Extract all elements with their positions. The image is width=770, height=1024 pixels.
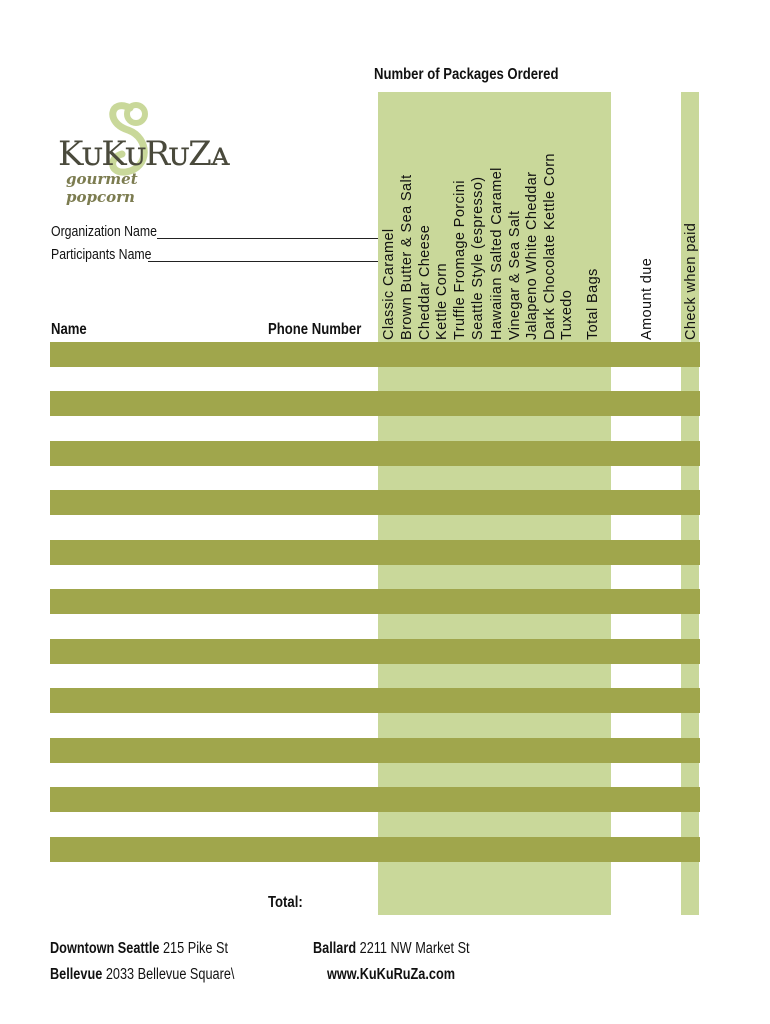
total-label: Total: [268, 894, 303, 911]
column-label: Cheddar Cheese [417, 224, 433, 340]
table-row[interactable] [50, 441, 700, 466]
downtown-store-address: 215 Pike St [162, 940, 229, 957]
participants-name-field[interactable] [148, 261, 379, 262]
kukuruza-logo [52, 98, 229, 206]
table-row[interactable] [50, 490, 700, 515]
footer-ballard [313, 940, 470, 958]
column-label: Brown Butter & Sea Salt [399, 174, 415, 340]
organization-name-line [51, 223, 157, 240]
column-label: Seattle Style (espresso) [470, 176, 486, 340]
column-label: Classic Caramel [381, 228, 397, 340]
table-row[interactable] [50, 688, 700, 713]
table-row[interactable] [50, 540, 700, 565]
footer-bellevue [50, 966, 234, 984]
ballard-store-name: Ballard [313, 940, 357, 957]
downtown-store-name: Downtown Seattle [50, 940, 160, 957]
organization-name-label: Organization Name [51, 223, 157, 240]
phone-column-header: Phone Number [268, 321, 362, 338]
column-label: Kettle Corn [434, 263, 450, 340]
table-row[interactable] [50, 639, 700, 664]
table-row[interactable] [50, 738, 700, 763]
column-label: Hawaiian Salted Caramel [489, 167, 505, 340]
table-row[interactable] [50, 589, 700, 614]
column-label: Amount due [639, 257, 655, 340]
participants-name-line [51, 246, 152, 263]
packages-ordered-title: Number of Packages Ordered [374, 66, 559, 83]
ballard-store-address: 2211 NW Market St [359, 940, 470, 957]
website-link[interactable]: www.KuKuRuZa.com [327, 966, 456, 983]
column-label: Tuxedo [559, 289, 575, 340]
column-label: Dark Chocolate Kettle Corn [542, 153, 558, 340]
footer-downtown [50, 940, 228, 958]
column-label: Jalapeno White Cheddar [524, 171, 540, 340]
logo-wordmark: KᴜKᴜRᴜZᴀ [58, 134, 229, 174]
table-row[interactable] [50, 787, 700, 812]
column-label: Truffle Fromage Porcini [452, 180, 468, 340]
logo-tagline: gourmet popcorn [66, 170, 138, 206]
participants-name-label: Participants Name [51, 246, 152, 263]
bellevue-store-address: 2033 Bellevue Square\ [105, 966, 235, 983]
organization-name-field[interactable] [157, 238, 379, 239]
table-row[interactable] [50, 837, 700, 862]
column-label: Total Bags [585, 268, 601, 340]
column-label: Vinegar & Sea Salt [507, 210, 523, 340]
bellevue-store-name: Bellevue [50, 966, 103, 983]
name-column-header: Name [51, 321, 87, 338]
table-row[interactable] [50, 391, 700, 416]
column-label: Check when paid [683, 222, 699, 340]
table-row[interactable] [50, 342, 700, 367]
